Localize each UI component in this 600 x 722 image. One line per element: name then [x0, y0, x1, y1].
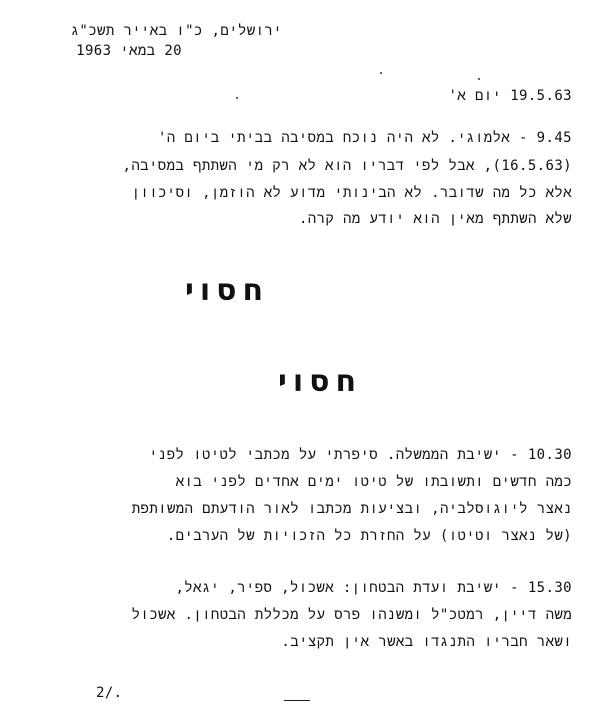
entry-1-line-2: (16.5.63), אבל לפי דבריו הוא לא רק מי השתתף במסיבה, — [122, 158, 572, 174]
page-number: 2/. — [96, 685, 123, 701]
entry-1-line-3: אלא כל מה שדובר. לא הבינותי מדוע לא הוזמן, וסיכוון — [131, 185, 572, 201]
scan-speck — [380, 72, 382, 74]
footer-rule — [284, 700, 310, 701]
day-heading: 19.5.63 יום א' — [448, 88, 572, 104]
entry-3-line-2: משה דיין, רמטכ"ל ומשנהו פרס על מכללת הבטחון. אשכול — [131, 607, 572, 623]
gregorian-date-line: 20 במאי 1963 — [76, 43, 182, 59]
entry-2-line-2: כמה חדשים ותשובתו של טיטו ימים אחדים לפני בוא — [175, 474, 572, 490]
entry-2-line-1: 10.30 - ישיבת הממשלה. סיפרתי על מכתבי לטיטו לפני — [149, 447, 572, 463]
scan-speck — [236, 97, 238, 99]
entry-2-line-3: נאצר ליוגוסלביה, ובציעות מכתבו לאור הודעתם המשותפת — [131, 501, 572, 517]
redaction-label-1: חסוי — [185, 273, 270, 308]
entry-1-line-4: שלא השתתף מאין הוא יודע מה קרה. — [298, 211, 572, 227]
scan-speck — [478, 78, 480, 80]
entry-3-line-1: 15.30 - ישיבת ועדת הבטחון: אשכול, ספיר, יגאל, — [175, 580, 572, 596]
entry-3-line-3: ושאר חבריו התנגדו באשר אין תקציב. — [281, 634, 572, 650]
redaction-label-2: חסוי — [278, 364, 363, 399]
entry-2-line-4: (של נאצר וטיטו) על החזרת כל הזכויות של הערבים. — [166, 528, 572, 544]
entry-1-line-1: 9.45 - אלמוגי. לא היה נוכח במסיבה בביתי ביום ה' — [157, 130, 572, 146]
hebrew-date-line: ירושלים, כ"ו באייר תשכ"ג — [70, 23, 282, 39]
